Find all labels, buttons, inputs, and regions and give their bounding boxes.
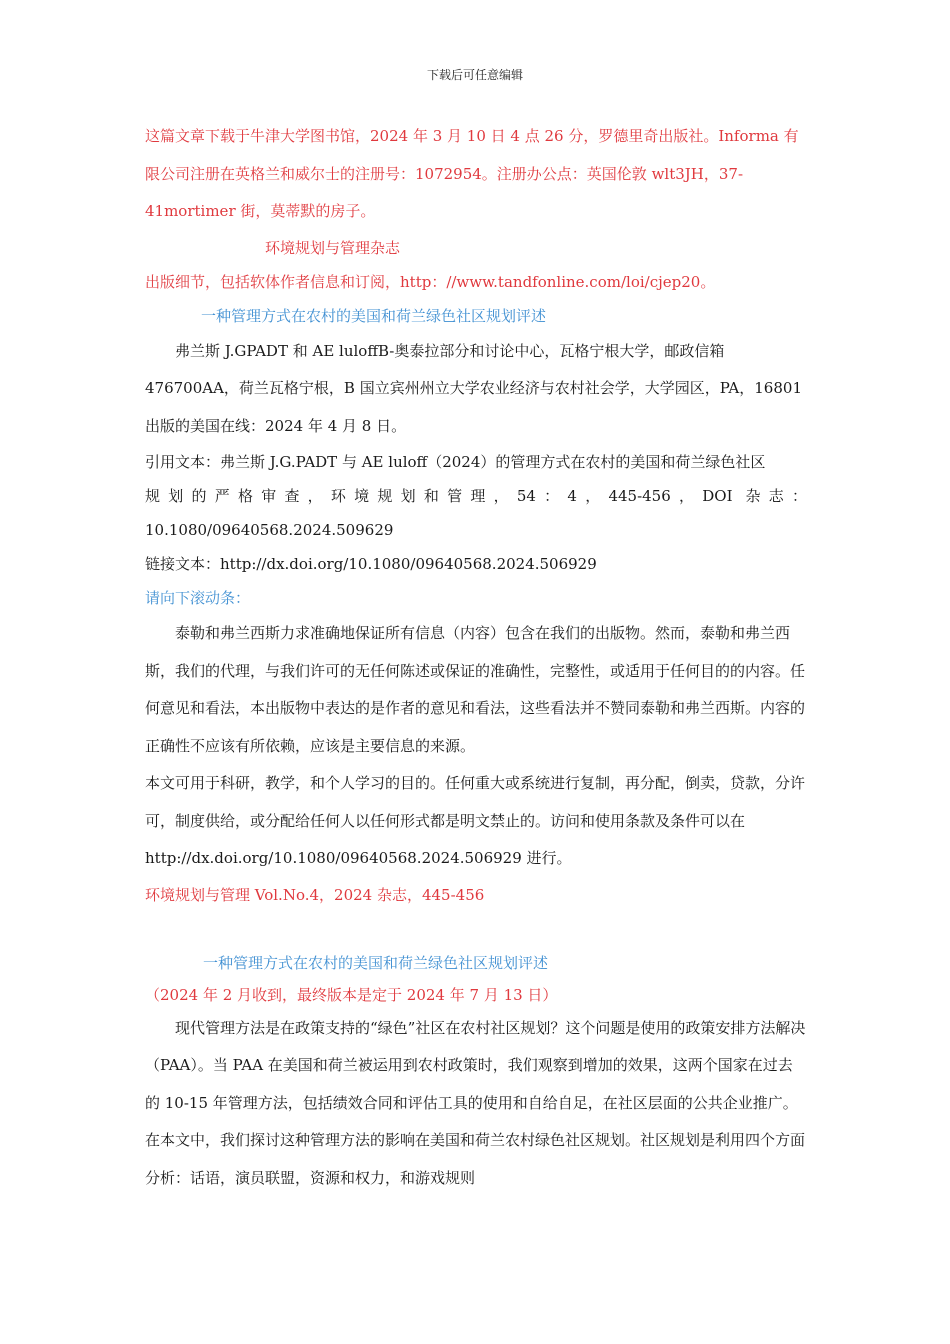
page-header: 下载后可任意编辑 xyxy=(426,68,523,82)
publication-details: 出版细节，包括软体作者信息和订阅，http：//www.tandfonline.com/loi/cjep20。 xyxy=(145,272,716,291)
citation xyxy=(145,445,807,547)
blank-line xyxy=(145,912,807,946)
scroll-notice: 请向下滚动条： xyxy=(145,589,251,607)
link-text: 链接文本：http://dx.doi.org/10.1080/09640568.2024.506929 xyxy=(145,555,597,573)
citation-doi: 10.1080/09640568.2024.509629 xyxy=(145,521,394,539)
citation-line-1: 引用文本：弗兰斯 J.G.PADT 与 AE luloff（2024）的管理方式在农村的美国和荷兰绿色社区 xyxy=(145,453,766,471)
disclaimer-paragraph: 泰勒和弗兰西斯力求准确地保证所有信息（内容）包含在我们的出版物。然而，泰勒和弗兰西斯，我们的代理，与我们许可的无任何陈述或保证的准确性，完整性，或适用于任何目的的内容。任何意见和看法，本出版物中表达的是作者的意见和看法，这些看法并不赞同泰勒和弗兰西斯。内容的正确性不应该有所依赖，应该是主要信息的来源。 xyxy=(145,624,806,755)
abstract-paragraph: 现代管理方法是在政策支持的“绿色”社区在农村社区规划？这个问题是使用的政策安排方法解决（PAA）。当 PAA 在美国和荷兰被运用到农村政策时，我们观察到增加的效果，这两个国家在过去的 10-15 年管理方法，包括绩效合同和评估工具的使用和自给自足，在社区层面的公共企业推广。在本文中，我们探讨这种管理方法的影响在美国和荷兰农村绿色社区规划。社区规划是利用四个方面分析：话语，演员联盟，资源和权力，和游戏规则 xyxy=(145,1018,806,1187)
download-notice: 这篇文章下载于牛津大学图书馆，2024 年 3 月 10 日 4 点 26 分，罗德里奇出版社。Informa 有限公司注册在英格兰和威尔士的注册号：1072954。注册办公点：英国伦敦 wlt3JH，37-41mortimer 街，莫蒂默的房子。 xyxy=(145,127,799,220)
received-date: （2024 年 2 月收到，最终版本是定于 2024 年 7 月 13 日） xyxy=(145,985,558,1004)
authors-affiliation: 弗兰斯 J.GPADT 和 AE luloffB-奥泰拉部分和讨论中心，瓦格宁根大学，邮政信箱 476700AA，荷兰瓦格宁根，B 国立宾州州立大学农业经济与农村社会学，大学园区，PA，16801 出版的美国在线：2024 年 4 月 8 日。 xyxy=(145,341,802,435)
journal-title: 环境规划与管理杂志 xyxy=(265,238,401,257)
journal-reference: 环境规划与管理 Vol.No.4，2024 杂志，445-456 xyxy=(145,885,485,904)
article-title-repeat: 一种管理方式在农村的美国和荷兰绿色社区规划评述 xyxy=(203,953,549,972)
citation-line-2: 规划的严格审查，环境规划和管理，54：4，445-456，DOI 杂志： xyxy=(145,487,807,505)
article-title: 一种管理方式在农村的美国和荷兰绿色社区规划评述 xyxy=(201,306,547,325)
document-body xyxy=(145,118,807,1197)
terms-paragraph: 本文可用于科研，教学，和个人学习的目的。任何重大或系统进行复制，再分配，倒卖，贷款，分许可，制度供给，或分配给任何人以任何形式都是明文禁止的。访问和使用条款及条件可以在 http://dx.doi.org/10.1080/09640568.2024.506929 进行。 xyxy=(145,774,806,867)
